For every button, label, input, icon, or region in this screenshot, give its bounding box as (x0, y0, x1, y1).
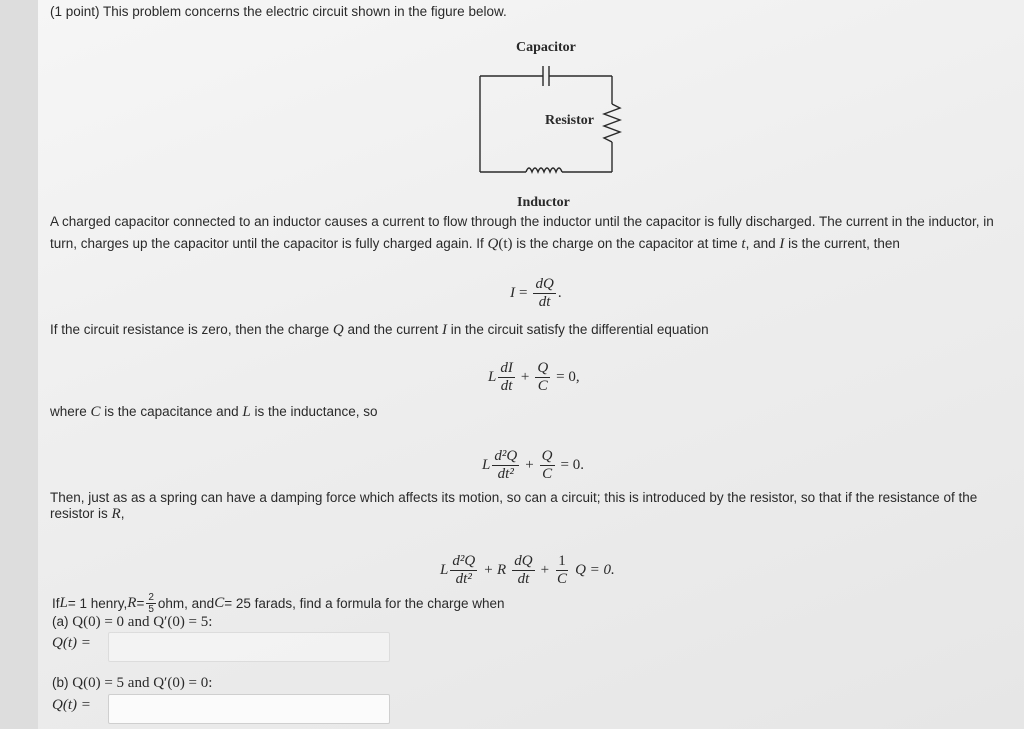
equation-lc-second-order: L $\frac{\text{d²Q}}{\text{dt²}}$ + $\frac{Q}{C}$ = 0. (482, 448, 584, 482)
equation-lc-first-order: L $\frac{dI}{dt}$ + $\frac{Q}{C}$ = 0, (488, 360, 580, 394)
given-parameters: If L = 1 henry, R = $\frac{2}{5}$ ohm, and C = 25 farads, find a formula for the charge when (52, 592, 505, 615)
capacitor-label: Capacitor (516, 40, 576, 55)
resistor-zigzag (604, 104, 620, 142)
part-a-conditions: (a) Q(0) = 0 and Q′(0) = 5: (52, 614, 213, 630)
paragraph-4-line-2: resistor is R, (50, 506, 125, 522)
part-a-answer-input[interactable] (108, 632, 390, 662)
inductor-coil (526, 168, 562, 172)
inductor-label: Inductor (517, 195, 570, 210)
equation-rlc: L $\frac{\text{d²Q}}{\text{dt²}}$ + R $\frac{dQ}{dt}$ + $\frac{1}{C}$ Q = 0. (440, 553, 615, 587)
part-b-conditions: (b) Q(0) = 5 and Q′(0) = 0: (52, 675, 213, 691)
circuit-diagram (470, 60, 640, 190)
part-b-answer-label: Q(t) = (52, 697, 91, 713)
paragraph-2: If the circuit resistance is zero, then the charge Q and the current I in the circuit satisfy the differential equation (50, 322, 709, 338)
part-b-answer-input[interactable] (108, 694, 390, 724)
left-margin-shadow (0, 0, 38, 729)
paragraph-3: where C is the capacitance and L is the inductance, so (50, 404, 378, 420)
equation-current-definition: I = $\frac{dQ}{dt}$ . (510, 276, 562, 310)
problem-header: (1 point) This problem concerns the electric circuit shown in the figure below. (50, 4, 507, 19)
paragraph-1-line-2: turn, charges up the capacitor until the capacitor is fully charged again. If Q(t) is the charge on the capacitor at time t, and I is the current, then (50, 236, 900, 252)
part-a-answer-label: Q(t) = (52, 635, 91, 651)
resistor-label: Resistor (545, 113, 594, 128)
paragraph-1-line-1: A charged capacitor connected to an inductor causes a current to flow through the inductor until the capacitor is fully discharged. The current in the inductor, in (50, 214, 994, 229)
paragraph-4-line-1: Then, just as as a spring can have a damping force which affects its motion, so can a circuit; this is introduced by the resistor, so that if the resistance of the (50, 490, 978, 505)
